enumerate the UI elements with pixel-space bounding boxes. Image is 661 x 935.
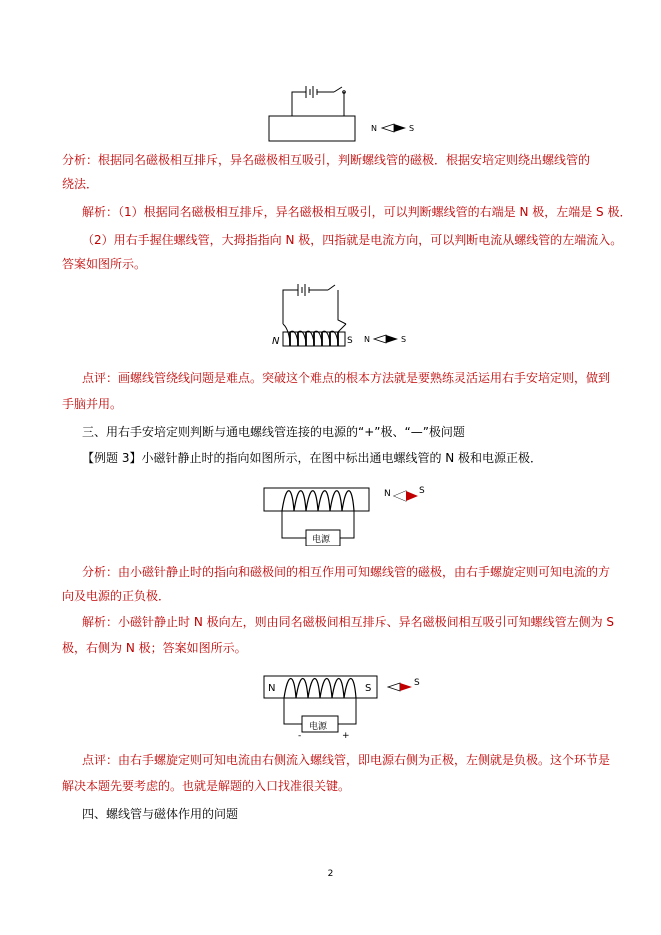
solution-1-line-2: （2）用右手握住螺线管，大拇指指向 N 极，四指就是电流方向，可以判断电流从螺线管的左端流入。: [82, 233, 623, 247]
compass-needle: [388, 683, 412, 691]
solution-1-line-1: 解析：（1）根据同名磁极相互排斥，异名磁极相互吸引，可以判断螺线管的右端是 N 极，左端是 S 极．: [82, 205, 632, 219]
needle-s-label: S: [409, 124, 415, 133]
section-4-heading: 四、螺线管与磁体作用的问题: [82, 807, 239, 821]
comment-3-line-2: 解决本题先要考虑的。也就是解题的入口找准很关键。: [62, 779, 351, 793]
figure-3-solenoid-with-source: [262, 476, 427, 546]
needle-n-label: N: [371, 124, 377, 133]
comment-1-line-2: 手脑并用。: [62, 397, 123, 411]
needle-s-label: S: [401, 335, 407, 344]
needle-s-label: S: [419, 486, 425, 496]
needle-n-label: N: [384, 489, 391, 499]
power-source-label: 电源: [309, 722, 328, 732]
coil-s-label: S: [365, 683, 372, 694]
figure-2-wound-solenoid: [262, 280, 422, 358]
analysis-3-line-1: 分析：由小磁针静止时的指向和磁极间的相互作用可知螺线管的磁极，由右手螺旋定则可知电流的方: [82, 565, 611, 579]
analysis-3-line-2: 向及电源的正负极．: [62, 589, 171, 603]
compass-needle: [382, 124, 406, 132]
needle-n-label: N: [364, 335, 370, 344]
section-3-heading: 三、用右手安培定则判断与通电螺线管连接的电源的“+”极、“—”极问题: [82, 425, 465, 439]
coil-n-label: N: [268, 683, 276, 694]
compass-needle: [374, 335, 398, 343]
coil-s-label: S: [347, 336, 353, 346]
solution-3-line-1: 解析：小磁针静止时 N 极向左，则由同名磁极间相互排斥、异名磁极间相互吸引可知螺线管左侧为 S: [82, 615, 615, 629]
example-3-statement: 【例题 3】小磁针静止时的指向如图所示，在图中标出通电螺线管的 N 极和电源正极．: [82, 451, 543, 465]
comment-1-line-1: 点评：画螺线管绕线问题是难点。突破这个难点的根本方法就是要熟练灵活运用右手安培定则，做到: [82, 371, 611, 385]
solution-3-line-2: 极，右侧为 N 极；答案如图所示。: [62, 641, 247, 655]
page-number: 2: [327, 869, 334, 879]
switch: [334, 87, 342, 92]
solution-1-line-3: 答案如图所示。: [62, 257, 147, 271]
needle-s-label: S: [414, 678, 420, 688]
figure-1-solenoid-circuit: [262, 82, 422, 144]
analysis-1-line-2: 绕法．: [62, 177, 99, 191]
figure-4-solenoid-answer: [262, 672, 427, 742]
coil-n-label: N: [272, 336, 280, 347]
compass-needle: [394, 491, 418, 501]
negative-terminal-label: -: [298, 731, 302, 741]
switch: [328, 285, 335, 290]
analysis-1-line-1: 分析：根据同名磁极相互排斥，异名磁极相互吸引，判断螺线管的磁极．根据安培定则绕出螺线管的: [62, 153, 591, 167]
solenoid-core: [269, 116, 355, 141]
positive-terminal-label: +: [342, 731, 350, 741]
power-source-label: 电源: [312, 535, 331, 545]
comment-3-line-1: 点评：由右手螺旋定则可知电流由右侧流入螺线管，即电源右侧为正极，左侧就是负极。这个环节是: [82, 753, 611, 767]
